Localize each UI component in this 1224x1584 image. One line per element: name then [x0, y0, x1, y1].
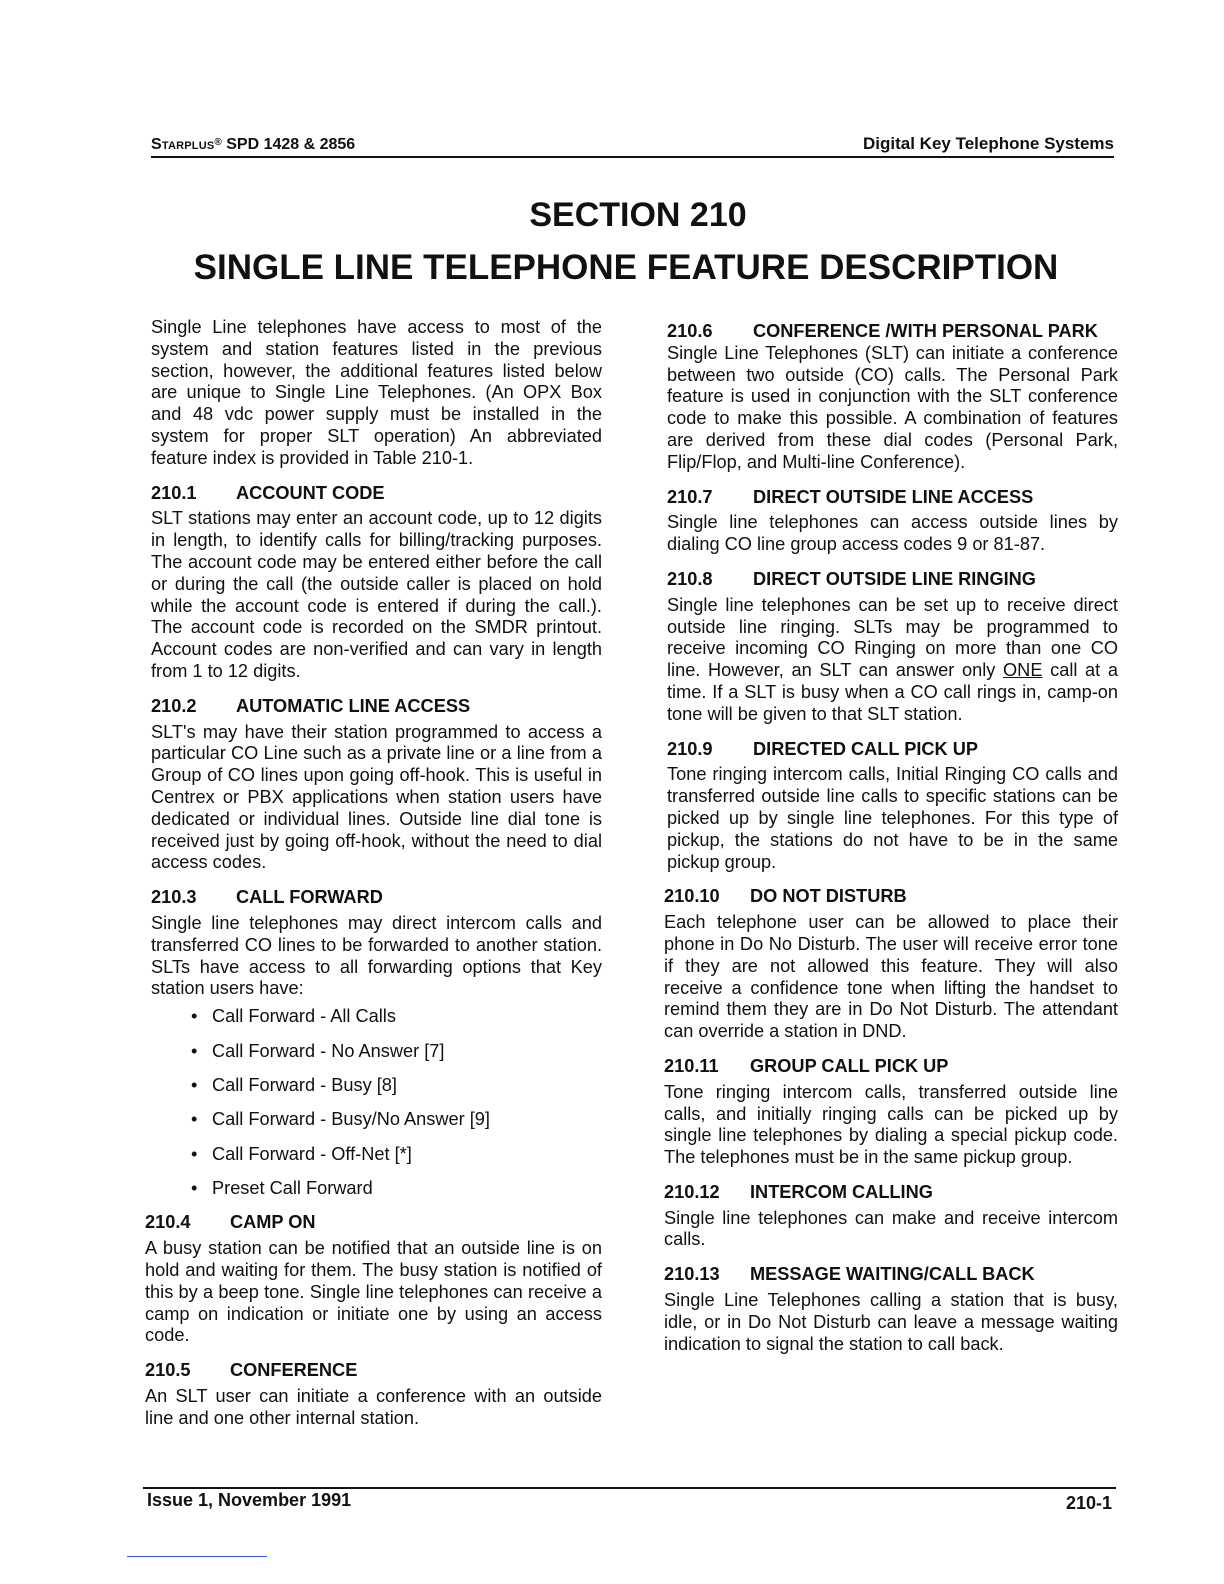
section-heading: [664, 1056, 1118, 1078]
section-body: Tone ringing intercom calls, transferred outside line calls, and initially ringing calls can be picked up by single line telephones by dialing a special pickup code. The telephones must be in the same pickup group.: [664, 1081, 1118, 1168]
section-title: INTERCOM CALLING: [750, 1181, 933, 1202]
list-item: • Preset Call Forward: [191, 1178, 373, 1199]
list-item: • Call Forward - Busy [8]: [191, 1074, 397, 1095]
section-title: CONFERENCE: [230, 1360, 358, 1381]
section-heading: [667, 321, 1118, 343]
section-210-13: [664, 1264, 1118, 1355]
left-column: [145, 317, 602, 1443]
right-column: [664, 321, 1119, 1368]
section-210-1: [151, 483, 602, 683]
section-title: DIRECT OUTSIDE LINE ACCESS: [753, 486, 1034, 507]
section-210-7: [667, 487, 1118, 556]
section-heading: [151, 887, 602, 909]
section-number: 210.1: [151, 482, 197, 503]
bullet-icon: •: [191, 1178, 198, 1199]
section-heading: [664, 1182, 1118, 1204]
section-210-5: [145, 1360, 602, 1429]
section-body: Single line telephones can be set up to receive direct outside line ringing. SLTs may be programmed to receive incoming CO Ringing on more than one CO line. However, an SLT can answer only ONE call at a time. If a SLT is busy when a CO call rings in, camp-on tone will be given to that SLT station.: [667, 594, 1119, 724]
section-heading: [664, 886, 1118, 908]
section-number: 210.2: [151, 695, 197, 716]
section-210-11: [664, 1056, 1118, 1169]
section-title: MESSAGE WAITING/CALL BACK: [750, 1264, 1035, 1285]
section-number: 210.13: [664, 1264, 720, 1285]
bullet-icon: •: [191, 1040, 198, 1061]
section-body: Single Line Telephones calling a station that is busy, idle, or in Do Not Disturb can leave a message waiting indication to signal the station to call back.: [664, 1290, 1118, 1354]
section-number: 210.7: [667, 486, 713, 507]
section-title: DO NOT DISTURB: [750, 886, 907, 907]
section-number-title: SECTION 210: [529, 196, 747, 234]
list-item: • Call Forward - Off-Net [*]: [191, 1143, 412, 1164]
section-body: An SLT user can initiate a conference with an outside line and one other internal station.: [145, 1386, 602, 1428]
bullet-icon: •: [191, 1143, 198, 1164]
section-210-8: [667, 569, 1118, 726]
section-number: 210.11: [664, 1055, 719, 1076]
section-body: SLT's may have their station programmed to access a particular CO Line such as a private line or a line from a Group of CO lines upon going off-hook. This is useful in Centrex or PBX applications when station users have dedicated or individual lines. Outside line dial tone is received just by going off-hook, without the need to dial access codes.: [151, 721, 602, 873]
section-body: Single line telephones can access outside lines by dialing CO line group access codes 9 or 81-87.: [667, 512, 1118, 555]
section-210-4: [145, 1212, 602, 1347]
section-heading: [667, 739, 1118, 761]
page-number: 210-1: [1065, 1493, 1112, 1513]
section-body: Tone ringing intercom calls, Initial Ringing CO calls and transferred outside line calls to specific stations can be picked up by single line telephones. For this type of pickup, the stations do not have to be in the same pickup group.: [667, 764, 1118, 872]
section-name-title: SINGLE LINE TELEPHONE FEATURE DESCRIPTION: [193, 248, 1059, 287]
call-forward-options-list: [151, 1006, 602, 1200]
section-heading: [667, 569, 1118, 591]
section-210-9: [667, 739, 1118, 874]
intro-paragraph: Single Line telephones have access to most of the system and station features listed in the previous section, however, the additional features listed below are unique to Single Line Telephones. (An OPX Box and 48 vdc power supply must be installed in the system for proper SLT operation) An abbreviated feature index is provided in Table 210-1.: [151, 317, 602, 468]
section-210-12: [664, 1182, 1118, 1251]
list-item: • Call Forward - All Calls: [191, 1006, 396, 1027]
section-number: 210.6: [667, 321, 713, 341]
section-heading: [151, 696, 602, 718]
section-number: 210.12: [664, 1181, 720, 1202]
section-title: DIRECTED CALL PICK UP: [753, 738, 978, 759]
section-body: A busy station can be notified that an outside line is on hold and waiting for them. The busy station is notified of this by a beep tone. Single line telephones can receive a camp on indication or initiate one by using an access code.: [145, 1238, 602, 1346]
section-210-10: [664, 886, 1118, 1043]
header-brand: Starplus: [151, 136, 215, 153]
registered-mark: ®: [214, 137, 222, 148]
section-heading: [145, 1360, 602, 1382]
bullet-icon: •: [191, 1109, 198, 1130]
section-number: 210.5: [145, 1360, 191, 1381]
page-header: [151, 124, 1114, 158]
section-heading: [145, 1212, 602, 1234]
section-body: Single line telephones may direct intercom calls and transferred CO lines to be forwarded to another station. SLTs have access to all forwarding options that Key station users have:: [151, 912, 602, 999]
section-heading: [667, 487, 1118, 509]
section-title: GROUP CALL PICK UP: [750, 1055, 949, 1076]
section-number: 210.10: [664, 886, 720, 907]
section-title: CAMP ON: [230, 1212, 316, 1233]
section-number: 210.3: [151, 887, 197, 908]
emphasis-one: ONE: [1003, 660, 1043, 681]
section-body: SLT stations may enter an account code, up to 12 digits in length, to identify calls for billing/tracking purposes. The account code may be entered either before the call or during the call (the outside caller is placed on hold while the account code is entered if during the call.). The account code is recorded on the SMDR printout. Account codes are non-verified and can vary in length from 1 to 12 digits.: [151, 508, 602, 681]
header-system-name: Digital Key Telephone Systems: [863, 134, 1114, 153]
bullet-icon: •: [191, 1074, 198, 1095]
list-item: • Call Forward - No Answer [7]: [191, 1040, 445, 1061]
section-body: Each telephone user can be allowed to place their phone in Do No Disturb. The user will receive error tone if they are not allowed this feature. They will also receive a confidence tone when lifting the handset to remind them they are in Do Not Disturb. The attendant can override a station in DND.: [664, 912, 1118, 1042]
section-number: 210.8: [667, 568, 713, 589]
section-title: AUTOMATIC LINE ACCESS: [236, 695, 471, 716]
header-product: [151, 136, 355, 154]
section-210-3: [151, 887, 602, 1200]
section-210-2: [151, 696, 602, 874]
section-body: Single Line Telephones (SLT) can initiate a conference between two outside (CO) calls. The Personal Park feature is used in conjunction with the SLT conference code to make this possible. A combination of features are derived from these dial codes (Personal Park, Flip/Flop, and Multi-line Conference).: [667, 342, 1118, 472]
section-heading: [151, 483, 602, 505]
header-model: SPD 1428 & 2856: [221, 136, 356, 153]
section-title: CONFERENCE /WITH PERSONAL PARK: [753, 321, 1098, 341]
section-heading: [664, 1264, 1118, 1286]
section-title: ACCOUNT CODE: [236, 482, 385, 503]
page-footer: [143, 1487, 1116, 1515]
section-title: CALL FORWARD: [236, 887, 383, 908]
list-item: • Call Forward - Busy/No Answer [9]: [191, 1109, 490, 1130]
section-body: Single line telephones can make and receive intercom calls.: [664, 1207, 1118, 1250]
section-number: 210.9: [667, 738, 713, 759]
section-title: DIRECT OUTSIDE LINE RINGING: [753, 568, 1036, 589]
section-number: 210.4: [145, 1212, 191, 1233]
section-210-6: [667, 321, 1118, 474]
bullet-icon: •: [191, 1006, 198, 1027]
footer-issue-date: Issue 1, November 1991: [147, 1490, 352, 1510]
scan-edge-mark: [127, 1556, 267, 1557]
